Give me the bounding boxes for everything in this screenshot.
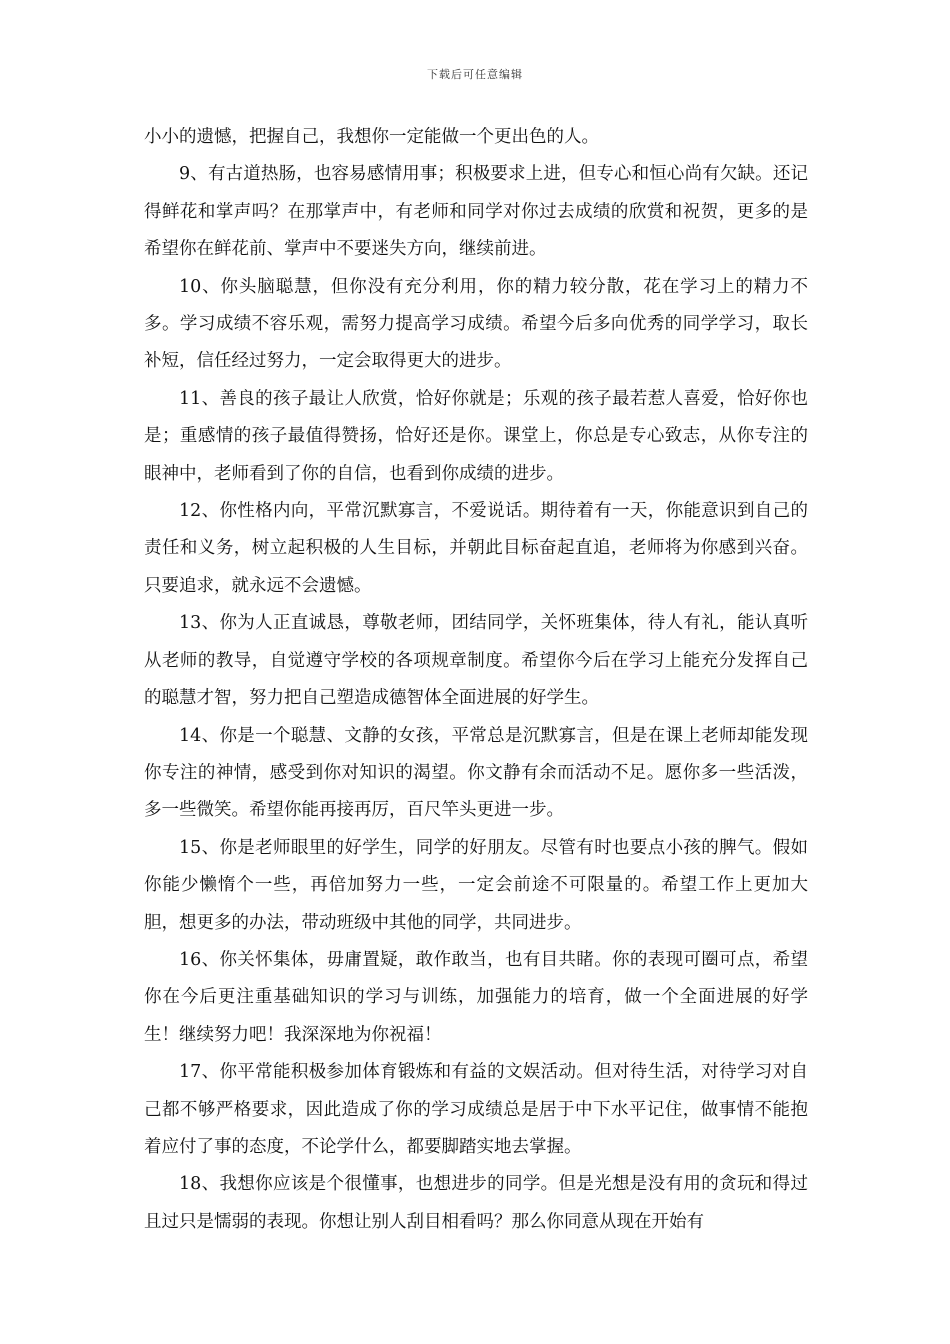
document-body (144, 119, 808, 1241)
paragraph-comment-17: 17、你平常能积极参加体育锻炼和有益的文娱活动。但对待生活，对待学习对自己都不够严格要求，因此造成了你的学习成绩总是居于中下水平记住，做事情不能抱着应付了事的态度，不论学什么，都要脚踏实地去掌握。 (144, 1062, 808, 1157)
paragraph-comment-9: 9、有古道热肠，也容易感情用事；积极要求上进，但专心和恒心尚有欠缺。还记得鲜花和掌声吗？在那掌声中，有老师和同学对你过去成绩的欣赏和祝贺，更多的是希望你在鲜花前、掌声中不要迷失方向，继续前进。 (144, 164, 808, 260)
paragraph-comment-12: 12、你性格内向，平常沉默寡言，不爱说话。期待着有一天，你能意识到自己的责任和义务，树立起积极的人生目标，并朝此目标奋起直追，老师将为你感到兴奋。只要追求，就永远不会遗憾。 (144, 501, 808, 596)
paragraph-comment-14: 14、你是一个聪慧、文静的女孩，平常总是沉默寡言，但是在课上老师却能发现你专注的神情，感受到你对知识的渴望。你文静有余而活动不足。愿你多一些活泼，多一些微笑。希望你能再接再厉，百尺竿头更进一步。 (144, 725, 808, 821)
page-header: 下载后可任意编辑 (427, 68, 523, 81)
paragraph-comment-15: 15、你是老师眼里的好学生，同学的好朋友。尽管有时也要点小孩的脾气。假如你能少懒惰个一些，再倍加努力一些，一定会前途不可限量的。希望工作上更加大胆，想更多的办法，带动班级中其他的同学，共同进步。 (144, 837, 808, 933)
paragraph-continuation: 小小的遗憾，把握自己，我想你一定能做一个更出色的人。 (144, 127, 599, 147)
paragraph-comment-11: 11、善良的孩子最让人欣赏，恰好你就是；乐观的孩子最若惹人喜爱，恰好你也是；重感情的孩子最值得赞扬，恰好还是你。课堂上，你总是专心致志，从你专注的眼神中，老师看到了你的自信，也看到你成绩的进步。 (144, 388, 808, 484)
paragraph-comment-16: 16、你关怀集体，毋庸置疑，敢作敢当，也有目共睹。你的表现可圈可点，希望你在今后更注重基础知识的学习与训练，加强能力的培育，做一个全面进展的好学生！继续努力吧！我深深地为你祝福！ (144, 949, 808, 1045)
paragraph-comment-10: 10、你头脑聪慧，但你没有充分利用，你的精力较分散，花在学习上的精力不多。学习成绩不容乐观，需努力提高学习成绩。希望今后多向优秀的同学学习，取长补短，信任经过努力，一定会取得更大的进步。 (144, 276, 808, 372)
paragraph-comment-18: 18、我想你应该是个很懂事，也想进步的同学。但是光想是没有用的贪玩和得过且过只是懦弱的表现。你想让别人刮目相看吗？那么你同意从现在开始有 (144, 1174, 808, 1232)
paragraph-comment-13: 13、你为人正直诚恳，尊敬老师，团结同学，关怀班集体，待人有礼，能认真听从老师的教导，自觉遵守学校的各项规章制度。希望你今后在学习上能充分发挥自己的聪慧才智，努力把自己塑造成德智体全面进展的好学生。 (144, 613, 808, 709)
